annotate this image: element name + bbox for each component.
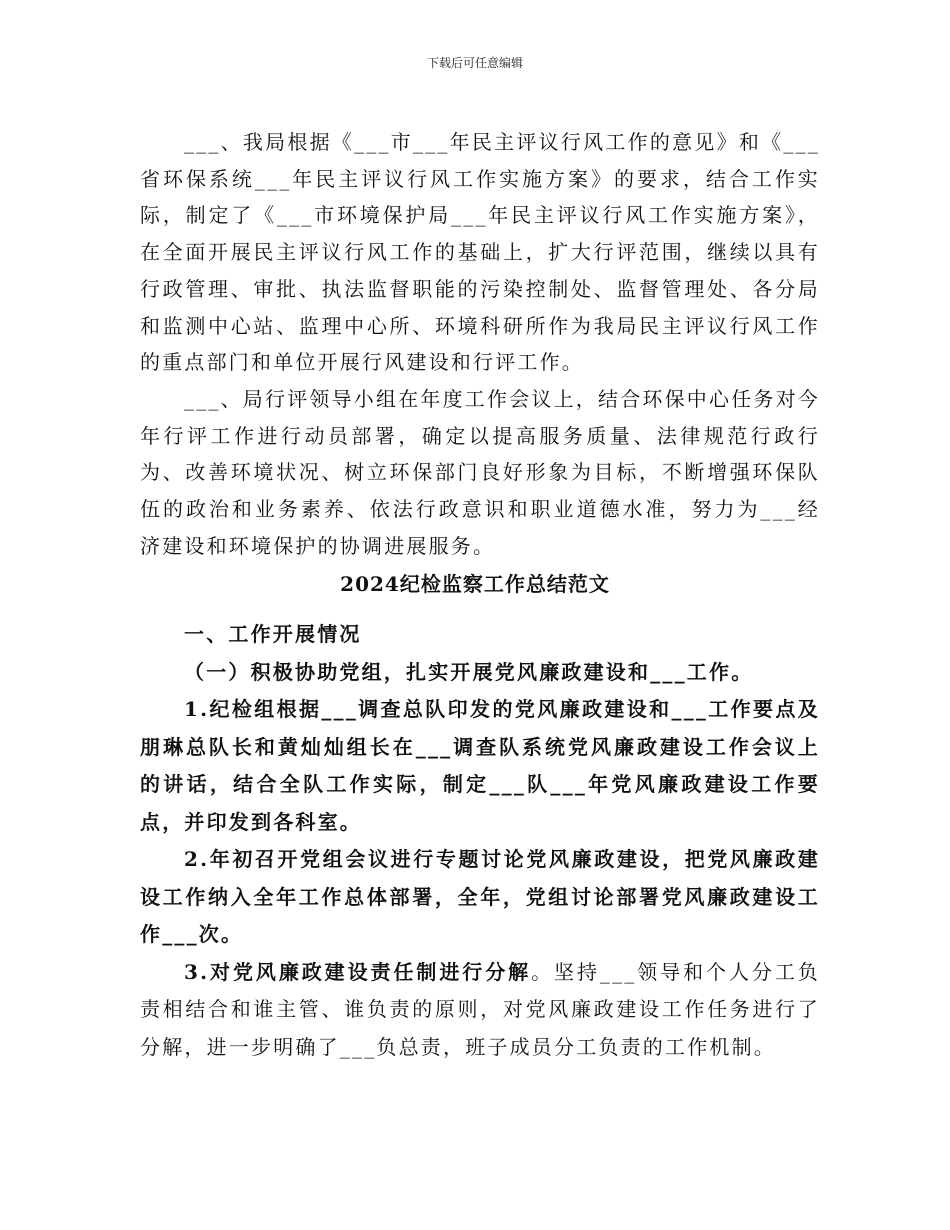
work-summary-section: [140, 616, 820, 1066]
sub-heading: （一）积极协助党组，扎实开展党风廉政建设和___工作。: [184, 659, 754, 684]
item-3-body: 。坚持___领导和个人分工负责相结合和谁主管、谁负责的原则，对党风廉政建设工作任务进行了分解，进一步明确了___负总责，班子成员分工负责的工作机制。: [140, 959, 820, 1059]
intro-paragraph: ___、局行评领导小组在年度工作会议上，结合环保中心任务对今年行评工作进行动员部署，确定以提高服务质量、法律规范行政行为、改善环境状况、树立环保部门良好形象为目标，不断增强环保队伍的政治和业务素养、依法行政意识和职业道德水准，努力为___经济建设和环境保护的协调进展服务。: [140, 386, 820, 558]
item-3-lead: 3.对党风廉政建设责任制进行分解: [184, 959, 532, 984]
item-paragraph-1: 1.纪检组根据___调查总队印发的党风廉政建设和___工作要点及朋琳总队长和黄灿灿组长在___调查队系统党风廉政建设工作会议上的讲话，结合全队工作实际，制定___队___年党风廉政建设工作要点，并印发到各科室。: [140, 697, 820, 834]
document-title: 2024纪检监察工作总结范文: [340, 572, 610, 596]
item-paragraph-2: 2.年初召开党组会议进行专题讨论党风廉政建设，把党风廉政建设工作纳入全年工作总体部署，全年，党组讨论部署党风廉政建设工作___次。: [140, 847, 820, 946]
item-paragraph-3: [140, 954, 820, 1067]
page-header-note: 下载后可任意编辑: [426, 56, 523, 70]
intro-section: [140, 124, 820, 564]
section-heading: 一、工作开展情况: [184, 622, 362, 646]
intro-paragraph: ___、我局根据《___市___年民主评议行风工作的意见》和《___省环保系统___年民主评议行风工作实施方案》的要求，结合工作实际，制定了《___市环境保护局___年民主评议行风工作实施方案》，在全面开展民主评议行风工作的基础上，扩大行评范围，继续以具有行政管理、审批、执法监督职能的污染控制处、监督管理处、各分局和监测中心站、监理中心所、环境科研所作为我局民主评议行风工作的重点部门和单位开展行风建设和行评工作。: [140, 130, 820, 375]
